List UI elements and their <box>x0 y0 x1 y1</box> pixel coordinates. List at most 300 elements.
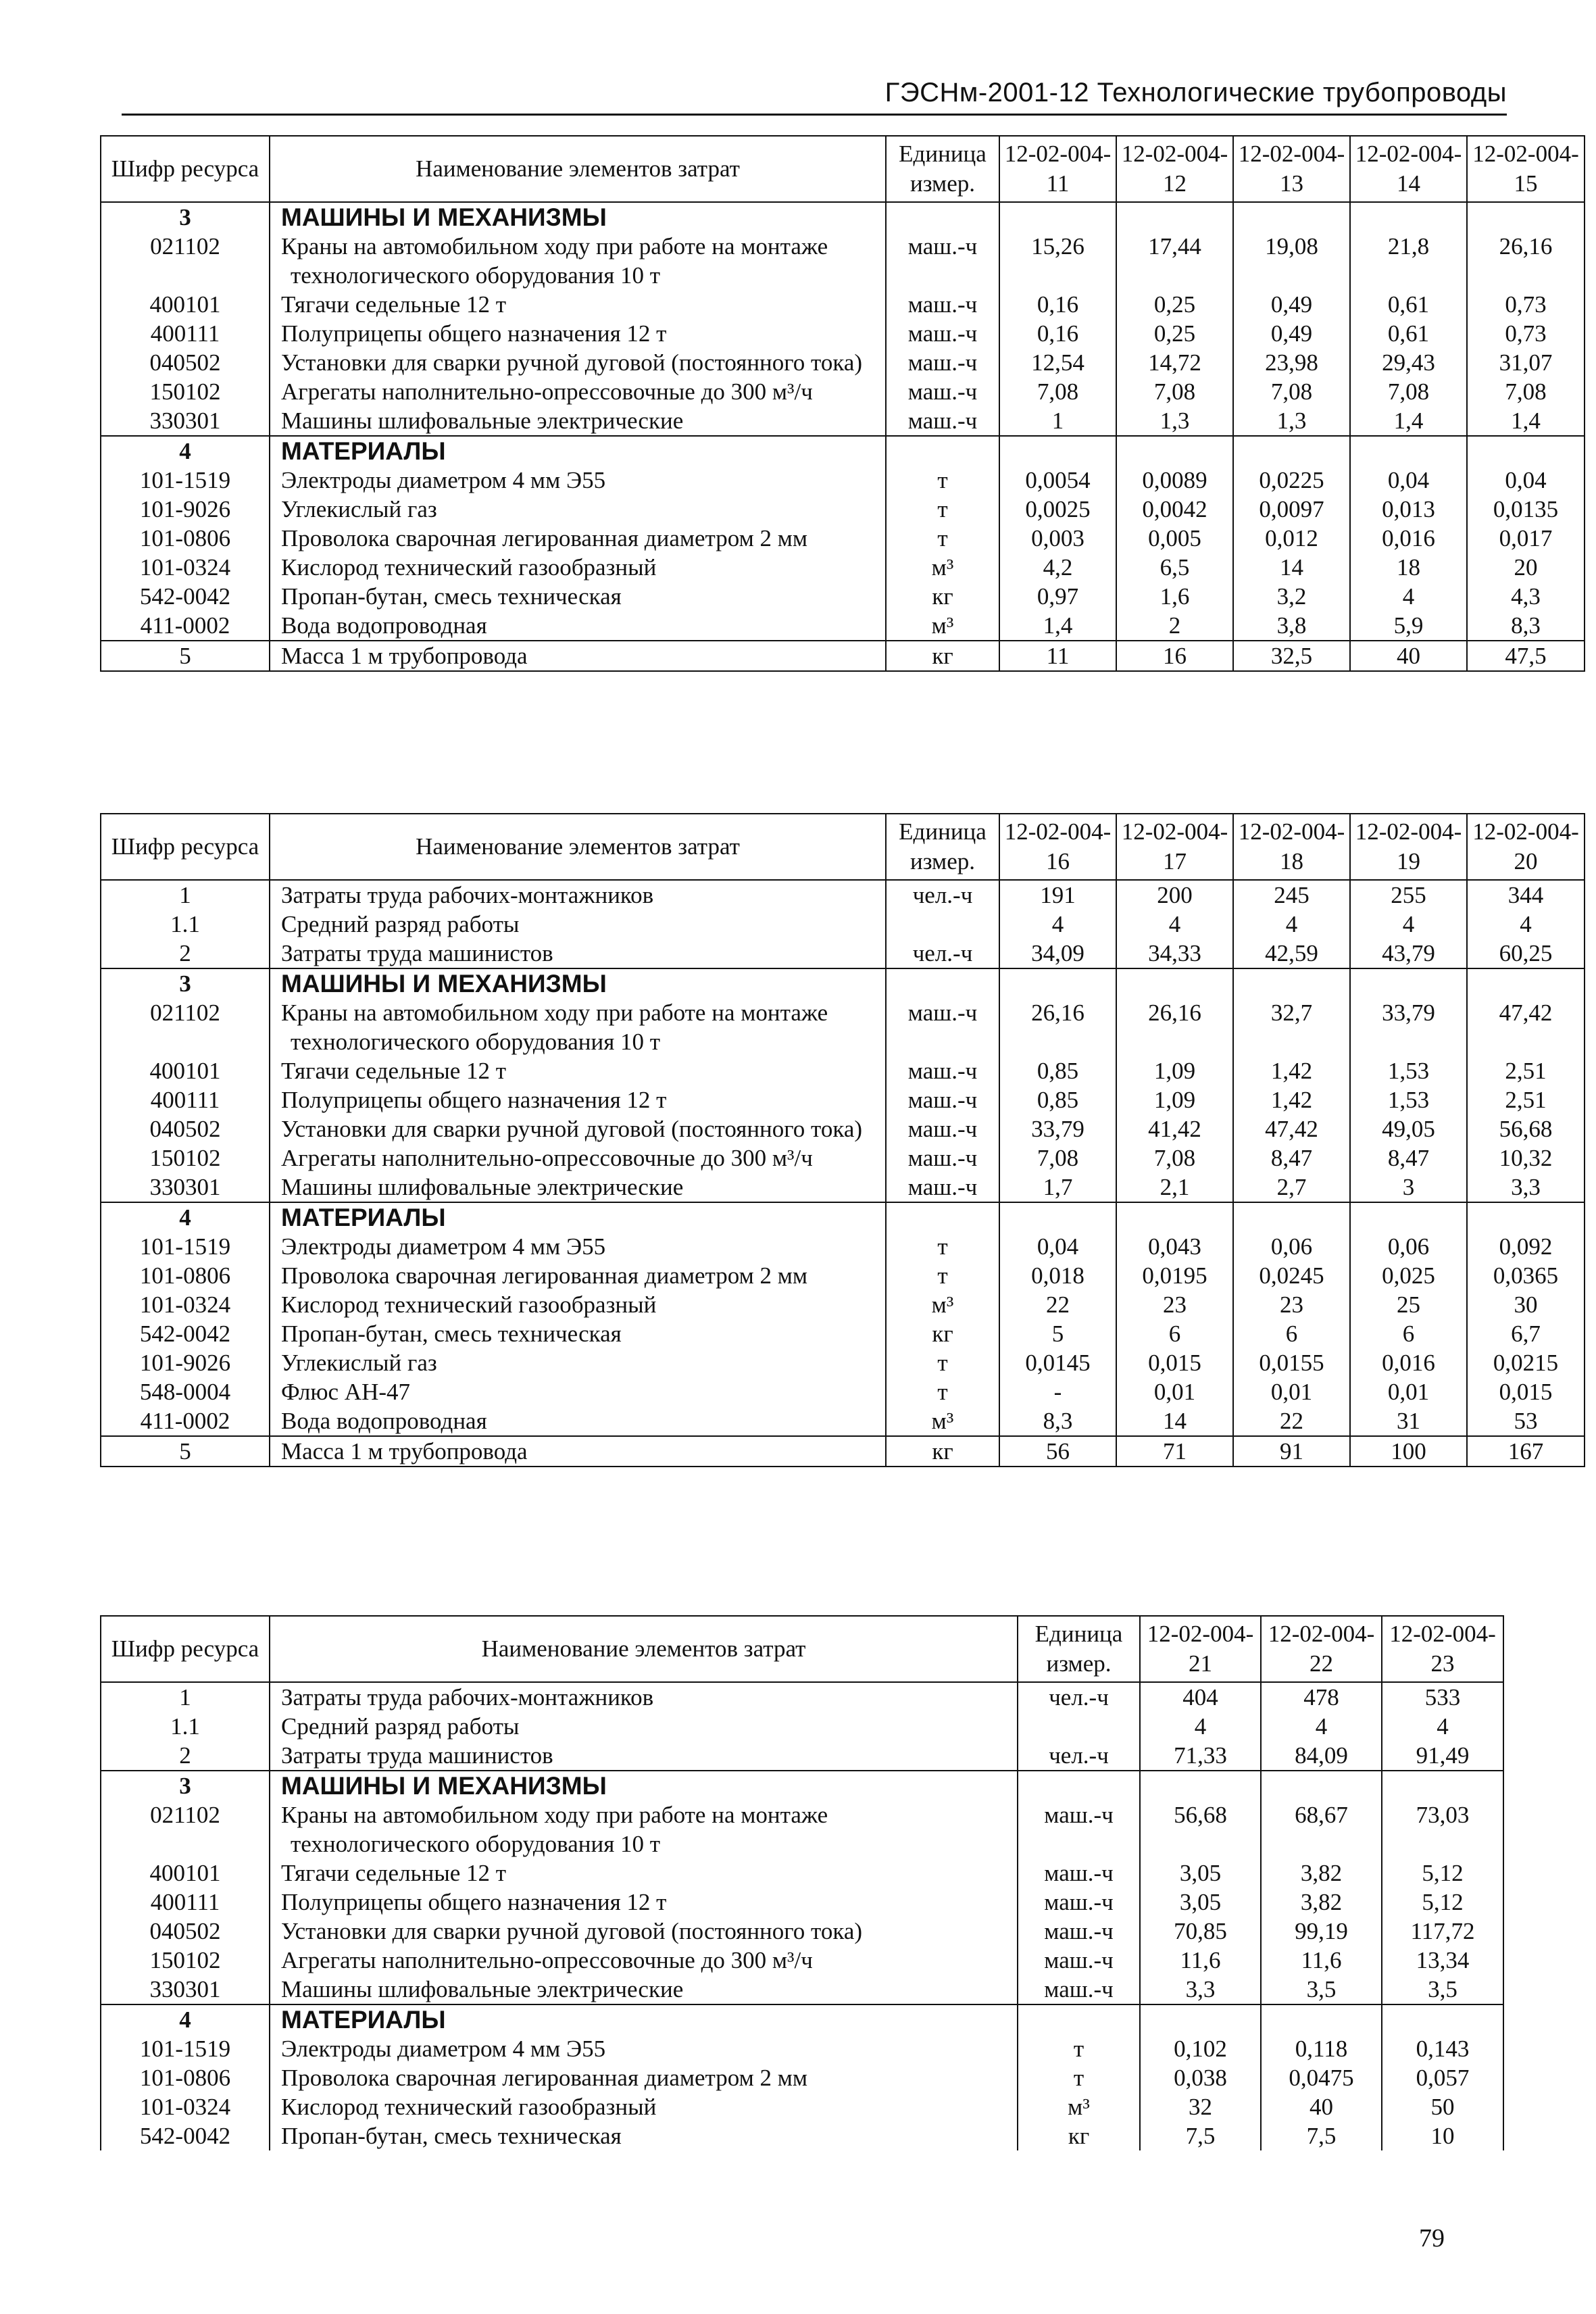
norm-value <box>1261 1771 1382 1800</box>
unit-of-measure: маш.-ч <box>886 1056 999 1085</box>
resource-name: Углекислый газ <box>270 1348 886 1377</box>
norm-value: 2 <box>1116 611 1233 641</box>
norm-value: 1 <box>999 406 1116 436</box>
section-title: МАТЕРИАЛЫ <box>270 1202 886 1232</box>
resource-group <box>101 1202 1585 1436</box>
norm-value <box>999 1202 1116 1232</box>
norm-value: 0,0025 <box>999 495 1116 524</box>
unit-of-measure <box>886 202 999 232</box>
norm-value <box>999 202 1116 232</box>
resource-code: 330301 <box>101 1975 270 2004</box>
resource-code: 542-0042 <box>101 2121 270 2150</box>
norm-value: 344 <box>1467 880 1585 910</box>
header-norm-code: 12-02-004-19 <box>1350 814 1467 880</box>
header-norm-code: 12-02-004-20 <box>1467 814 1585 880</box>
norm-value: 0,102 <box>1140 2034 1261 2063</box>
norm-value: 0,016 <box>1350 524 1467 553</box>
unit-of-measure: чел.-ч <box>886 880 999 910</box>
norm-value: 47,42 <box>1233 1114 1350 1143</box>
norm-value: 1,4 <box>1350 406 1467 436</box>
norm-value: 56 <box>999 1436 1116 1467</box>
resource-row <box>101 2063 1503 2092</box>
header-norm-code: 12-02-004-14 <box>1350 136 1467 202</box>
resource-code: 2 <box>101 1741 270 1771</box>
norm-value: 167 <box>1467 1436 1585 1467</box>
norm-value <box>1467 436 1585 466</box>
resource-row <box>101 553 1585 582</box>
resource-row <box>101 880 1585 910</box>
header-norm-code: 12-02-004-17 <box>1116 814 1233 880</box>
norm-value: 32,7 <box>1233 998 1350 1056</box>
resource-code: 150102 <box>101 1143 270 1173</box>
norm-value: 1,3 <box>1233 406 1350 436</box>
resource-row <box>101 2121 1503 2150</box>
resource-code: 400111 <box>101 1085 270 1114</box>
unit-of-measure: т <box>886 1261 999 1290</box>
norm-value: 47,42 <box>1467 998 1585 1056</box>
header-norm-code: 12-02-004-11 <box>999 136 1116 202</box>
unit-of-measure: чел.-ч <box>1018 1682 1140 1712</box>
resource-row <box>101 641 1585 671</box>
norm-value: 0,143 <box>1382 2034 1503 2063</box>
resource-code: 330301 <box>101 406 270 436</box>
unit-of-measure: т <box>886 1377 999 1406</box>
unit-of-measure: чел.-ч <box>1018 1741 1140 1771</box>
norm-value: 0,013 <box>1350 495 1467 524</box>
norm-value: 14,72 <box>1116 348 1233 377</box>
resource-group <box>101 202 1585 436</box>
resource-code: 3 <box>101 1771 270 1800</box>
unit-of-measure: т <box>886 524 999 553</box>
resource-name: Краны на автомобильном ходу при работе на монтаже технологического оборудования 10 т <box>270 998 886 1056</box>
unit-of-measure: маш.-ч <box>886 998 999 1056</box>
norm-value: 1,53 <box>1350 1056 1467 1085</box>
resource-row <box>101 1319 1585 1348</box>
resource-row <box>101 998 1585 1056</box>
norm-value: 10 <box>1382 2121 1503 2150</box>
norm-value <box>1350 968 1467 998</box>
header-unit: Единица измер. <box>886 136 999 202</box>
norm-value: 23,98 <box>1233 348 1350 377</box>
resource-row <box>101 582 1585 611</box>
norm-value: 25 <box>1350 1290 1467 1319</box>
norm-value: 0,16 <box>999 319 1116 348</box>
resource-code: 101-1519 <box>101 1232 270 1261</box>
norm-value: 0,025 <box>1350 1261 1467 1290</box>
document-title: ГЭСНм-2001-12 Технологические трубопроводы <box>884 78 1507 107</box>
norm-value: 4 <box>1261 1712 1382 1741</box>
resource-code: 1.1 <box>101 1712 270 1741</box>
norm-value <box>999 968 1116 998</box>
norm-value: 71,33 <box>1140 1741 1261 1771</box>
norm-value: 0,01 <box>1116 1377 1233 1406</box>
header-unit: Единица измер. <box>886 814 999 880</box>
norm-value: 3,2 <box>1233 582 1350 611</box>
norm-value: 0,0225 <box>1233 466 1350 495</box>
resource-name: Машины шлифовальные электрические <box>270 1975 1018 2004</box>
norm-value: 0,017 <box>1467 524 1585 553</box>
norm-value: 1,42 <box>1233 1056 1350 1085</box>
norm-value <box>1233 968 1350 998</box>
resource-code: 330301 <box>101 1173 270 1202</box>
resource-name: Пропан-бутан, смесь техническая <box>270 2121 1018 2150</box>
resource-code: 101-1519 <box>101 2034 270 2063</box>
norm-value: 0,0245 <box>1233 1261 1350 1290</box>
norm-value: 30 <box>1467 1290 1585 1319</box>
resource-name: Полуприцепы общего назначения 12 т <box>270 1888 1018 1917</box>
norm-value: 11 <box>999 641 1116 671</box>
resource-name: Электроды диаметром 4 мм Э55 <box>270 1232 886 1261</box>
norm-value: 4 <box>1116 910 1233 939</box>
norm-value: 3 <box>1350 1173 1467 1202</box>
unit-of-measure <box>1018 2004 1140 2034</box>
norm-value: 31,07 <box>1467 348 1585 377</box>
resource-row <box>101 319 1585 348</box>
resource-code: 2 <box>101 939 270 968</box>
norm-value: 4 <box>1467 910 1585 939</box>
header-cost-element-name: Наименование элементов затрат <box>270 814 886 880</box>
unit-of-measure: маш.-ч <box>1018 1800 1140 1858</box>
norm-value: 4 <box>1382 1712 1503 1741</box>
resource-name: Проволока сварочная легированная диаметром 2 мм <box>270 524 886 553</box>
norm-value: 0,0145 <box>999 1348 1116 1377</box>
norm-value: 3,05 <box>1140 1858 1261 1888</box>
norm-value: 0,118 <box>1261 2034 1382 2063</box>
norm-value: 26,16 <box>1116 998 1233 1056</box>
resource-name: Установки для сварки ручной дуговой (постоянного тока) <box>270 348 886 377</box>
resource-code: 101-0806 <box>101 2063 270 2092</box>
unit-of-measure <box>886 436 999 466</box>
norm-value: 91,49 <box>1382 1741 1503 1771</box>
header-resource-code: Шифр ресурса <box>101 1616 270 1682</box>
resource-group <box>101 641 1585 671</box>
norm-value: 0,85 <box>999 1056 1116 1085</box>
section-row <box>101 436 1585 466</box>
section-title: МАШИНЫ И МЕХАНИЗМЫ <box>270 968 886 998</box>
norms-table-2 <box>100 813 1585 1467</box>
norm-value <box>1467 202 1585 232</box>
norm-value: 40 <box>1261 2092 1382 2121</box>
resource-name: Флюс АН-47 <box>270 1377 886 1406</box>
header-norm-code: 12-02-004-12 <box>1116 136 1233 202</box>
header-cost-element-name: Наименование элементов затрат <box>270 1616 1018 1682</box>
unit-of-measure: маш.-ч <box>886 1173 999 1202</box>
resource-name: Полуприцепы общего назначения 12 т <box>270 319 886 348</box>
norm-value: 0,49 <box>1233 319 1350 348</box>
resource-row <box>101 1436 1585 1467</box>
norm-value: 0,04 <box>1350 466 1467 495</box>
resource-group <box>101 436 1585 641</box>
unit-of-measure: м³ <box>1018 2092 1140 2121</box>
norm-value: 0,0135 <box>1467 495 1585 524</box>
resource-name: Краны на автомобильном ходу при работе на монтаже технологического оборудования 10 т <box>270 232 886 290</box>
norm-value: 2,7 <box>1233 1173 1350 1202</box>
norm-value: 200 <box>1116 880 1233 910</box>
resource-code: 542-0042 <box>101 582 270 611</box>
resource-code: 400111 <box>101 319 270 348</box>
norm-value: 0,0215 <box>1467 1348 1585 1377</box>
resource-row <box>101 524 1585 553</box>
norms-table-1 <box>100 135 1585 672</box>
norm-value <box>1467 968 1585 998</box>
unit-of-measure: т <box>1018 2034 1140 2063</box>
section-row <box>101 968 1585 998</box>
norm-value: 20 <box>1467 553 1585 582</box>
norm-value: 0,06 <box>1350 1232 1467 1261</box>
resource-name: Масса 1 м трубопровода <box>270 1436 886 1467</box>
norm-value: 11,6 <box>1140 1946 1261 1975</box>
resource-name: Агрегаты наполнительно-опрессовочные до 300 м³/ч <box>270 1946 1018 1975</box>
norm-value: 84,09 <box>1261 1741 1382 1771</box>
norm-value: 70,85 <box>1140 1917 1261 1946</box>
norm-value: 11,6 <box>1261 1946 1382 1975</box>
resource-code: 101-1519 <box>101 466 270 495</box>
resource-code: 4 <box>101 436 270 466</box>
norm-value: 2,51 <box>1467 1056 1585 1085</box>
norm-value: 191 <box>999 880 1116 910</box>
resource-row <box>101 1348 1585 1377</box>
norm-value <box>1350 436 1467 466</box>
section-title: МАШИНЫ И МЕХАНИЗМЫ <box>270 1771 1018 1800</box>
unit-of-measure: маш.-ч <box>886 348 999 377</box>
section-title: МАШИНЫ И МЕХАНИЗМЫ <box>270 202 886 232</box>
resource-row <box>101 1232 1585 1261</box>
norm-value: 0,73 <box>1467 319 1585 348</box>
resource-row <box>101 1143 1585 1173</box>
resource-name: Затраты труда машинистов <box>270 939 886 968</box>
resource-code: 400101 <box>101 1858 270 1888</box>
resource-group <box>101 2004 1503 2150</box>
norm-value <box>1233 1202 1350 1232</box>
norm-value: 0,04 <box>1467 466 1585 495</box>
norm-value: 0,015 <box>1467 1377 1585 1406</box>
section-row <box>101 2004 1503 2034</box>
resource-code: 1.1 <box>101 910 270 939</box>
resource-code: 4 <box>101 1202 270 1232</box>
norm-value: 7,08 <box>1233 377 1350 406</box>
norm-value: 7,08 <box>1350 377 1467 406</box>
resource-row <box>101 1114 1585 1143</box>
unit-of-measure: кг <box>1018 2121 1140 2150</box>
norm-value: 49,05 <box>1350 1114 1467 1143</box>
resource-row <box>101 232 1585 290</box>
resource-code: 021102 <box>101 232 270 290</box>
unit-of-measure: м³ <box>886 611 999 641</box>
resource-code: 1 <box>101 1682 270 1712</box>
resource-name: Пропан-бутан, смесь техническая <box>270 1319 886 1348</box>
norm-value: 0,003 <box>999 524 1116 553</box>
page-number: 79 <box>1419 2224 1445 2253</box>
resource-row <box>101 1858 1503 1888</box>
norm-value: 47,5 <box>1467 641 1585 671</box>
norm-value: 31 <box>1350 1406 1467 1436</box>
resource-row <box>101 1975 1503 2004</box>
norm-value: 0,0195 <box>1116 1261 1233 1290</box>
resource-code: 101-0324 <box>101 2092 270 2121</box>
norm-value: 33,79 <box>1350 998 1467 1056</box>
resource-name: Машины шлифовальные электрические <box>270 406 886 436</box>
resource-name: Затраты труда машинистов <box>270 1741 1018 1771</box>
norm-value: 3,3 <box>1467 1173 1585 1202</box>
resource-code: 040502 <box>101 1114 270 1143</box>
resource-code: 150102 <box>101 377 270 406</box>
norm-value: 7,08 <box>999 377 1116 406</box>
norm-value: 60,25 <box>1467 939 1585 968</box>
norm-value: 0,012 <box>1233 524 1350 553</box>
section-title: МАТЕРИАЛЫ <box>270 2004 1018 2034</box>
section-row <box>101 1202 1585 1232</box>
norm-value <box>1233 202 1350 232</box>
header-row <box>101 814 1585 880</box>
norm-value: 7,08 <box>999 1143 1116 1173</box>
resource-name: Установки для сварки ручной дуговой (постоянного тока) <box>270 1114 886 1143</box>
norm-value: 32,5 <box>1233 641 1350 671</box>
resource-code: 4 <box>101 2004 270 2034</box>
norm-value <box>1140 1771 1261 1800</box>
norm-value: 6,5 <box>1116 553 1233 582</box>
resource-code: 400101 <box>101 290 270 319</box>
resource-name: Средний разряд работы <box>270 1712 1018 1741</box>
resource-code: 3 <box>101 202 270 232</box>
norm-value: 3,5 <box>1382 1975 1503 2004</box>
norm-value: 0,73 <box>1467 290 1585 319</box>
norm-value: 34,33 <box>1116 939 1233 968</box>
unit-of-measure: маш.-ч <box>1018 1975 1140 2004</box>
unit-of-measure: м³ <box>886 1406 999 1436</box>
norm-value: 14 <box>1116 1406 1233 1436</box>
norm-value: 4,2 <box>999 553 1116 582</box>
resource-name: Тягачи седельные 12 т <box>270 290 886 319</box>
resource-code: 548-0004 <box>101 1377 270 1406</box>
unit-of-measure: кг <box>886 1436 999 1467</box>
norm-value <box>1382 1771 1503 1800</box>
norm-value: 13,34 <box>1382 1946 1503 1975</box>
unit-of-measure: маш.-ч <box>886 406 999 436</box>
norm-value: 0,0155 <box>1233 1348 1350 1377</box>
norm-value: 68,67 <box>1261 1800 1382 1858</box>
header-norm-code: 12-02-004-22 <box>1261 1616 1382 1682</box>
norm-value: 117,72 <box>1382 1917 1503 1946</box>
resource-group <box>101 968 1585 1202</box>
resource-code: 101-0806 <box>101 1261 270 1290</box>
unit-of-measure: кг <box>886 582 999 611</box>
resource-row <box>101 1800 1503 1858</box>
norm-value: 4 <box>1350 910 1467 939</box>
header-norm-code: 12-02-004-13 <box>1233 136 1350 202</box>
norm-value <box>1140 2004 1261 2034</box>
norm-value: 1,3 <box>1116 406 1233 436</box>
resource-code: 400101 <box>101 1056 270 1085</box>
running-header <box>122 73 1507 116</box>
norm-value: 404 <box>1140 1682 1261 1712</box>
norm-value: 0,25 <box>1116 290 1233 319</box>
norm-value: 1,09 <box>1116 1056 1233 1085</box>
section-row <box>101 202 1585 232</box>
norm-value: 0,04 <box>999 1232 1116 1261</box>
norm-value: 5 <box>999 1319 1116 1348</box>
header-row <box>101 1616 1503 1682</box>
norm-value: 10,32 <box>1467 1143 1585 1173</box>
norm-value: 0,057 <box>1382 2063 1503 2092</box>
unit-of-measure <box>886 910 999 939</box>
norm-value: 26,16 <box>1467 232 1585 290</box>
norm-value: 245 <box>1233 880 1350 910</box>
norm-value: 1,6 <box>1116 582 1233 611</box>
resource-name: Проволока сварочная легированная диаметром 2 мм <box>270 2063 1018 2092</box>
resource-row <box>101 1682 1503 1712</box>
resource-group <box>101 880 1585 968</box>
header-row <box>101 136 1585 202</box>
resource-row <box>101 2034 1503 2063</box>
norm-value: 91 <box>1233 1436 1350 1467</box>
resource-name: Агрегаты наполнительно-опрессовочные до 300 м³/ч <box>270 1143 886 1173</box>
resource-code: 101-9026 <box>101 495 270 524</box>
resource-row <box>101 290 1585 319</box>
resource-name: Кислород технический газообразный <box>270 1290 886 1319</box>
unit-of-measure: т <box>886 1348 999 1377</box>
norm-value: 1,4 <box>999 611 1116 641</box>
norm-value: 23 <box>1233 1290 1350 1319</box>
norm-value: 2,51 <box>1467 1085 1585 1114</box>
resource-row <box>101 1946 1503 1975</box>
norm-value: 3,8 <box>1233 611 1350 641</box>
norm-value: 17,44 <box>1116 232 1233 290</box>
header-norm-code: 12-02-004-15 <box>1467 136 1585 202</box>
header-resource-code: Шифр ресурса <box>101 814 270 880</box>
norm-value: 56,68 <box>1140 1800 1261 1858</box>
norm-value: 42,59 <box>1233 939 1350 968</box>
header-norm-code: 12-02-004-23 <box>1382 1616 1503 1682</box>
norm-value: 7,5 <box>1140 2121 1261 2150</box>
unit-of-measure <box>1018 1712 1140 1741</box>
unit-of-measure <box>886 968 999 998</box>
resource-row <box>101 1085 1585 1114</box>
resource-code: 021102 <box>101 998 270 1056</box>
unit-of-measure: маш.-ч <box>1018 1888 1140 1917</box>
norm-value: 0,01 <box>1350 1377 1467 1406</box>
norm-value <box>1261 2004 1382 2034</box>
norm-value: 0,16 <box>999 290 1116 319</box>
norm-value <box>1116 968 1233 998</box>
norm-value: 41,42 <box>1116 1114 1233 1143</box>
norm-value: 1,09 <box>1116 1085 1233 1114</box>
resource-code: 400111 <box>101 1888 270 1917</box>
norm-value: 0,092 <box>1467 1232 1585 1261</box>
unit-of-measure: т <box>886 1232 999 1261</box>
header-resource-code: Шифр ресурса <box>101 136 270 202</box>
norm-value: 4 <box>1350 582 1467 611</box>
resource-code: 542-0042 <box>101 1319 270 1348</box>
norm-value: 255 <box>1350 880 1467 910</box>
norm-value: 6,7 <box>1467 1319 1585 1348</box>
norm-value: 29,43 <box>1350 348 1467 377</box>
resource-name: Тягачи седельные 12 т <box>270 1056 886 1085</box>
resource-name: Электроды диаметром 4 мм Э55 <box>270 2034 1018 2063</box>
norm-value: 15,26 <box>999 232 1116 290</box>
norm-value: 0,016 <box>1350 1348 1467 1377</box>
resource-row <box>101 910 1585 939</box>
resource-row <box>101 1917 1503 1946</box>
resource-code: 040502 <box>101 348 270 377</box>
norm-value: 1,42 <box>1233 1085 1350 1114</box>
resource-group <box>101 1682 1503 1771</box>
resource-row <box>101 1888 1503 1917</box>
norm-value: 73,03 <box>1382 1800 1503 1858</box>
norm-value: 22 <box>1233 1406 1350 1436</box>
norm-value: 21,8 <box>1350 232 1467 290</box>
section-title: МАТЕРИАЛЫ <box>270 436 886 466</box>
norm-value: 3,82 <box>1261 1858 1382 1888</box>
